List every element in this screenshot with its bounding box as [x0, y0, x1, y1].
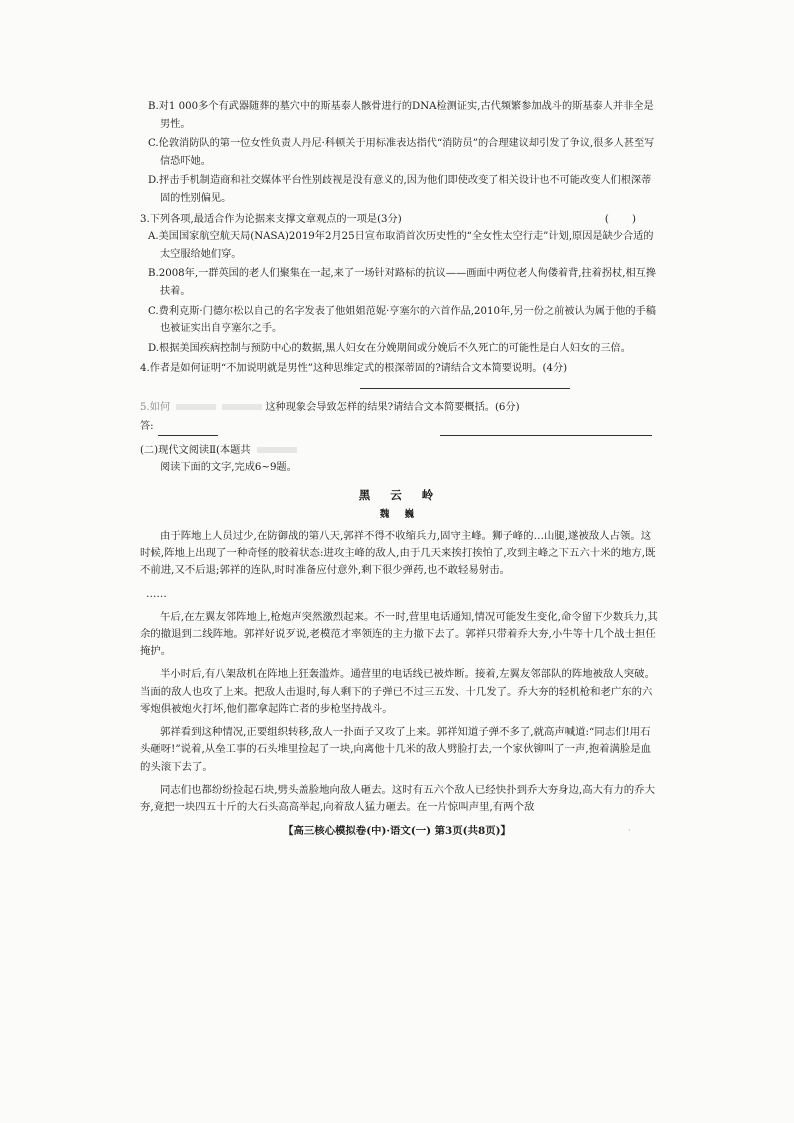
section-heading-row — [140, 442, 660, 460]
story-paragraph: 午后,在左翼友邻阵地上,枪炮声突然激烈起来。不一时,营里电话通知,情况可能发生变化,命令留下少数兵力,其余的撤退到二线阵地。郭祥好说歹说,老模范才率领连的主力撤下去了。郭祥只带着乔大夯,小牛等十几个战士担任掩护。 — [140, 610, 658, 658]
q2-option-d: D.抨击手机制造商和社交媒体平台性别歧视是没有意义的,因为他们即使改变了相关设计也不可能改变人们根深蒂固的性别偏见。 — [148, 175, 652, 204]
question-3 — [140, 211, 660, 358]
page-footer: 【高三核心模拟卷(中)·语文(一) 第3页(共8页)】 — [283, 825, 511, 837]
scan-smudge — [222, 404, 262, 410]
q4-stem: 4.作者是如何证明“不加说明就是男性”这种思维定式的根深蒂固的?请结合文本简要说明。(4分) — [140, 363, 568, 375]
question-4 — [140, 360, 660, 395]
q5-answer-label: 答: — [140, 421, 154, 433]
scan-mark: · — [628, 826, 631, 835]
q5-stem-faded: 5.如何 — [140, 401, 171, 413]
q5-stem: 这种现象会导致怎样的结果?请结合文本简要概括。(6分) — [265, 401, 520, 413]
q3-option-a: A.美国国家航空航天局(NASA)2019年2月25日宣布取消首次历史性的“全女性太空行走”计划,原因是缺少合适的太空服给她们穿。 — [148, 231, 654, 260]
story-paragraph: 半小时后,有八架敌机在阵地上狂轰滥炸。通营里的电话线已被炸断。接着,左翼友邻部队的阵地被敌人突破。当面的敌人也攻了上来。把敌人击退时,每人剩下的子弹已不过三五发、十几发了。乔大夯的轻机枪和老广东的六零炮俱被炮火打坏,他们都拿起阵亡者的步枪坚持战斗。 — [140, 668, 655, 715]
q2-option-b: B.对1 000多个有武器随葬的墓穴中的斯基泰人骸骨进行的DNA检测证实,古代频繁参加战斗的斯基泰人并非全是男性。 — [148, 101, 654, 130]
scan-smudge — [176, 404, 216, 410]
section-heading: (二)现代文阅读Ⅱ(本题共 — [140, 444, 251, 456]
q3-option-b: B.2008年,一群英国的老人们聚集在一起,来了一场针对路标的抗议——画面中两位老人佝偻着背,拄着拐杖,相互搀扶着。 — [148, 268, 657, 297]
section-instruction: 阅读下面的文字,完成6~9题。 — [160, 462, 297, 474]
q3-option-d: D.根据美国疾病控制与预防中心的数据,黑人妇女在分娩期间或分娩后不久死亡的可能性是白人妇女的三倍。 — [148, 342, 631, 354]
q3-answer-bracket: ( ) — [604, 213, 646, 225]
story-paragraph: 同志们也都纷纷捡起石块,劈头盖脸地向敌人砸去。这时有五六个敌人已经快扑到乔大夯身边,高大有力的乔大夯,竟把一块四五十斤的大石头高高举起,向着敌人猛力砸去。在一片惊叫声里,有两个敌 — [140, 783, 655, 813]
q3-option-c: C.费利克斯·门德尔松以自己的名字发表了他姐姐范妮·亨塞尔的六首作品,2010年,另一份之前被认为属于他的手稿也被证实出自亨塞尔之手。 — [148, 305, 656, 335]
scan-smudge — [257, 447, 297, 453]
story-paragraph: 郭祥看到这种情况,正要组织转移,敌人一扑面子又攻了上来。郭祥知道子弹不多了,就高声喊道:“同志们!用石头砸呀!”说着,从垒工事的石头堆里捡起了一块,向离他十几米的敌人劈脸打去,一个家伙铆叫了一声,抱着满脸是血的头滚下去了。 — [140, 726, 652, 773]
q5-answer-row — [140, 418, 660, 436]
q5-answer-line-short[interactable] — [158, 423, 218, 436]
q3-stem: 3.下列各项,最适合作为论据来支撑文章观点的一项是(3分) — [140, 213, 402, 225]
story-ellipsis: …… — [146, 587, 167, 600]
q4-answer-line[interactable] — [360, 378, 570, 389]
q2-options — [140, 98, 660, 208]
q2-option-c: C.伦敦消防队的第一位女性负责人丹尼·科顿关于用标准表达指代“消防员”的合理建议却引发了争议,很多人甚至写信恐吓她。 — [148, 138, 655, 167]
q5-stem-row — [140, 399, 660, 417]
q5-answer-line-long[interactable] — [440, 423, 652, 436]
section-2 — [140, 442, 660, 477]
page-content — [140, 98, 660, 822]
story-paragraph: 由于阵地上人员过少,在防御战的第八天,郭祥不得不收缩兵力,固守主峰。狮子峰的…山腿,遂被敌人占领。这时候,阵地上出现了一种奇怪的胶着状态:进攻主峰的敌人,由于几天来挨打挨怕了,攻到主峰之下五六十米的地方,既不前进,又不后退;郭祥的连队,时时准备应付意外,剩下很少弹药,也不敢轻易射击。 — [140, 530, 656, 577]
question-5 — [140, 399, 660, 436]
story-author: 魏 巍 — [379, 509, 421, 521]
story-title: 黑 云 岭 — [358, 487, 442, 502]
story — [140, 487, 660, 816]
